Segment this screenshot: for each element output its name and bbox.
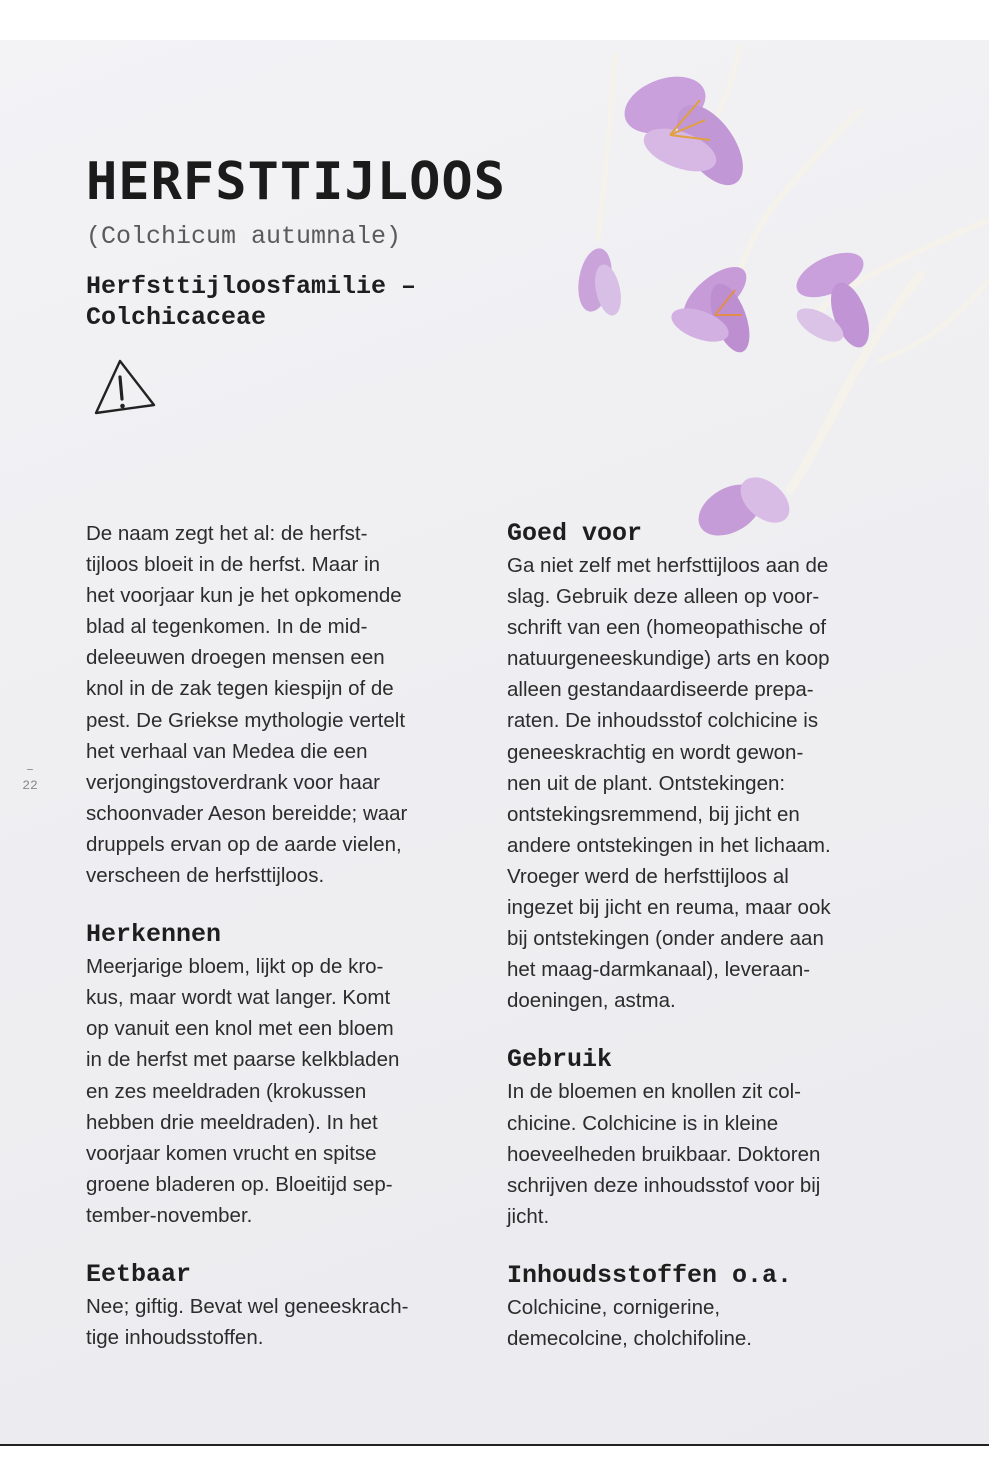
goed-voor-heading: Goed voor <box>507 519 643 548</box>
text-line: bij ontstekingen (onder andere aan <box>507 927 824 951</box>
text-line: tember-november. <box>86 1203 253 1227</box>
text-line: Colchicine, cornigerine, <box>507 1295 721 1319</box>
autumn-crocus-photo <box>520 40 989 560</box>
inhoudsstoffen-heading: Inhoudsstoffen o.a. <box>507 1260 793 1290</box>
goed-voor-paragraph <box>507 550 977 1016</box>
text-line: druppels ervan op de aarde vielen, <box>86 832 402 856</box>
text-line: raten. De inhoudsstof colchicine is <box>507 709 819 733</box>
latin-name: (Colchicum autumnale) <box>86 222 402 251</box>
text-line: het verhaal van Medea die een <box>86 739 368 763</box>
text-line: demecolcine, cholchifoline. <box>507 1326 752 1350</box>
text-line: doeningen, astma. <box>507 989 676 1013</box>
text-line: In de bloemen en knollen zit col- <box>507 1080 802 1104</box>
page-number: – 22 <box>22 762 38 793</box>
text-line: De naam zegt het al: de herfst- <box>86 522 368 545</box>
text-line: Meerjarige bloem, lijkt op de kro- <box>86 955 384 979</box>
text-line: knol in de zak tegen kiespijn of de <box>86 677 394 701</box>
warning-triangle-icon <box>90 355 160 421</box>
text-line: schrijven deze inhoudsstof voor bij <box>507 1173 821 1197</box>
text-line: kus, maar wordt wat langer. Komt <box>86 986 391 1010</box>
family-line: Herfsttijloosfamilie – <box>86 272 417 301</box>
text-line: blad al tegenkomen. In de mid- <box>86 615 368 639</box>
text-line: ingezet bij jicht en reuma, maar ook <box>507 896 831 920</box>
text-line: en zes meeldraden (krokussen <box>86 1079 367 1103</box>
plant-family <box>86 271 506 333</box>
text-line: in de herfst met paarse kelkbladen <box>86 1048 400 1072</box>
text-line: chicine. Colchicine is in kleine <box>507 1111 779 1135</box>
text-line: schrift van een (homeopathische of <box>507 616 827 640</box>
gebruik-heading: Gebruik <box>507 1045 613 1075</box>
text-line: natuurgeneeskundige) arts en koop <box>507 647 830 671</box>
text-line: verjongingstoverdrank voor haar <box>86 770 380 794</box>
text-line: ontstekingsremmend, bij jicht en <box>507 802 800 826</box>
text-line: alleen gestandaardiseerde prepa- <box>507 678 814 702</box>
text-line: geneeskrachtig en wordt gewon- <box>507 740 804 764</box>
text-line: op vanuit een knol met een bloem <box>86 1017 394 1041</box>
family-line: Colchicaceae <box>86 303 267 332</box>
herkennen-heading: Herkennen <box>86 920 222 950</box>
text-line: andere ontstekingen in het lichaam. <box>507 833 831 857</box>
intro-paragraph <box>86 518 496 891</box>
herkennen-paragraph <box>86 951 496 1231</box>
page-title: HERFSTTIJLOOS <box>86 152 506 212</box>
text-line: deleeuwen droegen mensen een <box>86 646 385 670</box>
text-line: tige inhoudsstoffen. <box>86 1326 264 1350</box>
text-line: jicht. <box>507 1204 550 1228</box>
left-column <box>86 518 496 1353</box>
right-column <box>507 518 977 1354</box>
text-line: nen uit de plant. Ontstekingen: <box>507 771 786 795</box>
inhoudsstoffen-paragraph <box>507 1292 977 1354</box>
eetbaar-paragraph <box>86 1291 496 1353</box>
gebruik-paragraph <box>507 1076 977 1231</box>
eetbaar-heading: Eetbaar <box>86 1259 192 1289</box>
text-line: Vroeger werd de herfsttijloos al <box>507 864 789 888</box>
text-line: het voorjaar kun je het opkomende <box>86 584 402 608</box>
text-line: groene bladeren op. Bloeitijd sep- <box>86 1172 393 1196</box>
text-line: voorjaar komen vrucht en spitse <box>86 1141 377 1165</box>
text-line: schoonvader Aeson bereidde; waar <box>86 801 408 825</box>
text-line: tijloos bloeit in de herfst. Maar in <box>86 553 380 577</box>
text-line: pest. De Griekse mythologie vertelt <box>86 708 406 732</box>
text-line: hebben drie meeldraden). In het <box>86 1110 378 1134</box>
text-line: Ga niet zelf met herfsttijloos aan de <box>507 554 829 577</box>
text-line: het maag-darmkanaal), leveraan- <box>507 958 811 982</box>
text-line: hoeveelheden bruikbaar. Doktoren <box>507 1142 821 1166</box>
text-line: verscheen de herfsttijloos. <box>86 864 325 888</box>
text-line: Nee; giftig. Bevat wel geneeskrach- <box>86 1294 409 1318</box>
text-line: slag. Gebruik deze alleen op voor- <box>507 585 820 609</box>
